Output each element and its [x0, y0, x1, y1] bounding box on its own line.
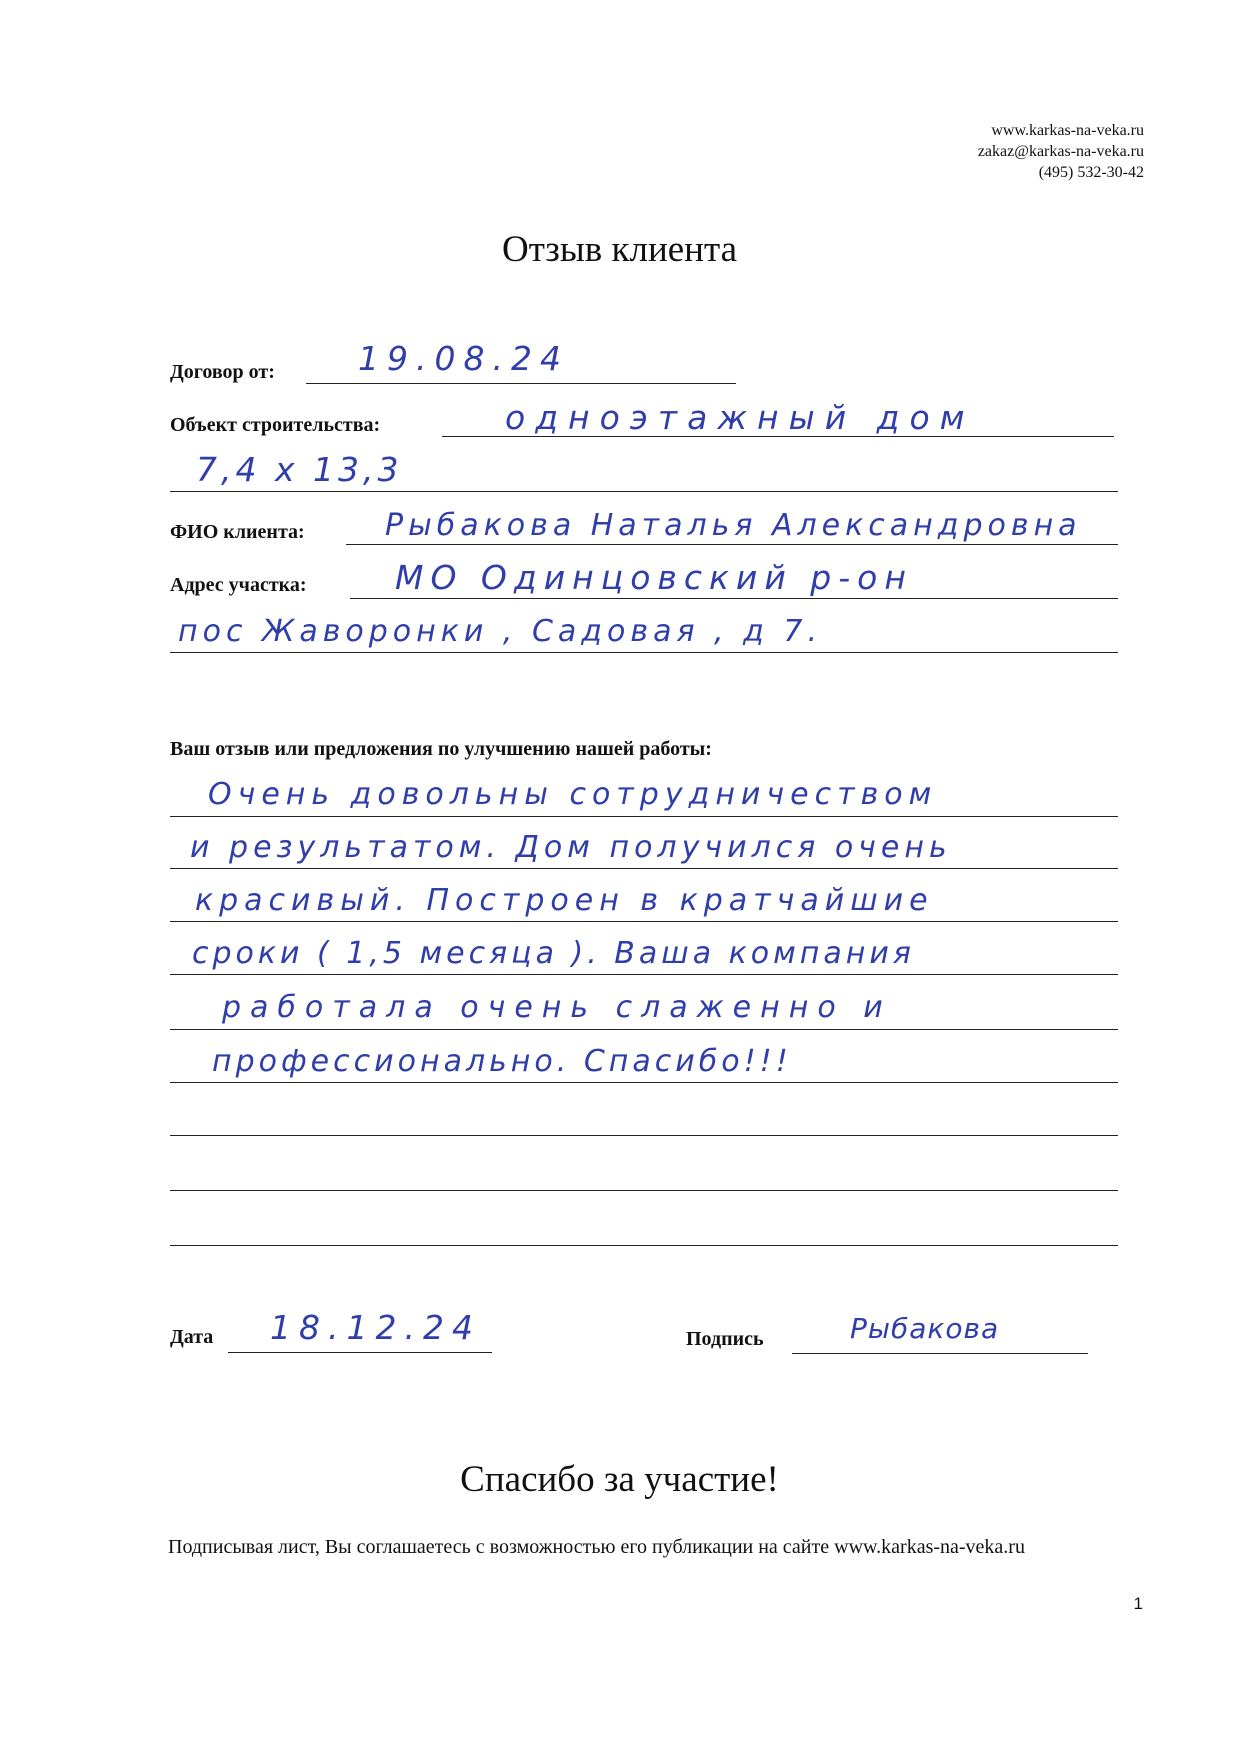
signature-label: Подпись	[686, 1328, 764, 1350]
page-title: Отзыв клиента	[501, 229, 738, 270]
review-line-3	[170, 921, 1118, 922]
address-value-line2: пос Жаворонки , Садовая , д 7.	[178, 614, 823, 649]
review-text-1: Очень довольны сотрудничеством	[208, 777, 938, 812]
review-text-3: красивый. Построен в кратчайшие	[195, 883, 934, 918]
date-line	[228, 1352, 492, 1353]
review-line-5	[170, 1029, 1118, 1030]
review-text-2: и результатом. Дом получился очень	[190, 830, 952, 865]
review-line-8	[170, 1190, 1118, 1191]
review-text-6: профессионально. Спасибо!!!	[212, 1044, 792, 1079]
thanks-heading: Спасибо за участие!	[460, 1459, 779, 1500]
object-line-2	[170, 491, 1118, 492]
signature-value: Рыбакова	[850, 1312, 1000, 1345]
address-line-2	[170, 652, 1118, 653]
review-heading: Ваш отзыв или предложения по улучшению нашей работы:	[170, 738, 712, 760]
phone-number: (495) 532-30-42	[1038, 164, 1144, 181]
object-value-line1: одноэтажный дом	[505, 398, 975, 437]
email-link[interactable]: zakaz@karkas-na-veka.ru	[977, 143, 1144, 160]
client-label: ФИО клиента:	[170, 521, 305, 543]
publication-consent-note: Подписывая лист, Вы соглашаетесь с возможностью его публикации на сайте www.karkas-na-veka.ru	[168, 1536, 1025, 1558]
review-line-6	[170, 1082, 1118, 1083]
review-text-4: сроки ( 1,5 месяца ). Ваша компания	[192, 936, 915, 971]
website-link[interactable]: www.karkas-na-veka.ru	[991, 122, 1144, 139]
client-line	[346, 544, 1118, 545]
review-text-5: работала очень слаженно и	[222, 990, 892, 1025]
contract-line	[306, 383, 736, 384]
address-value-line1: МО Одинцовский р-он	[395, 558, 913, 597]
contract-value: 19.08.24	[358, 339, 569, 378]
object-value-line2: 7,4 х 13,3	[196, 450, 403, 489]
contacts-block	[978, 120, 1144, 183]
client-value: Рыбакова Наталья Александровна	[385, 508, 1082, 543]
address-line-1	[350, 598, 1118, 599]
page-number: 1	[1133, 1594, 1143, 1613]
review-line-9	[170, 1245, 1118, 1246]
object-label: Объект строительства:	[170, 414, 381, 436]
review-line-2	[170, 868, 1118, 869]
review-line-4	[170, 974, 1118, 975]
review-line-1	[170, 816, 1118, 817]
address-label: Адрес участка:	[170, 574, 307, 596]
date-label: Дата	[170, 1326, 214, 1348]
contract-label: Договор от:	[170, 361, 275, 383]
review-line-7	[170, 1135, 1118, 1136]
signature-line	[792, 1353, 1088, 1354]
date-value: 18.12.24	[270, 1308, 481, 1347]
